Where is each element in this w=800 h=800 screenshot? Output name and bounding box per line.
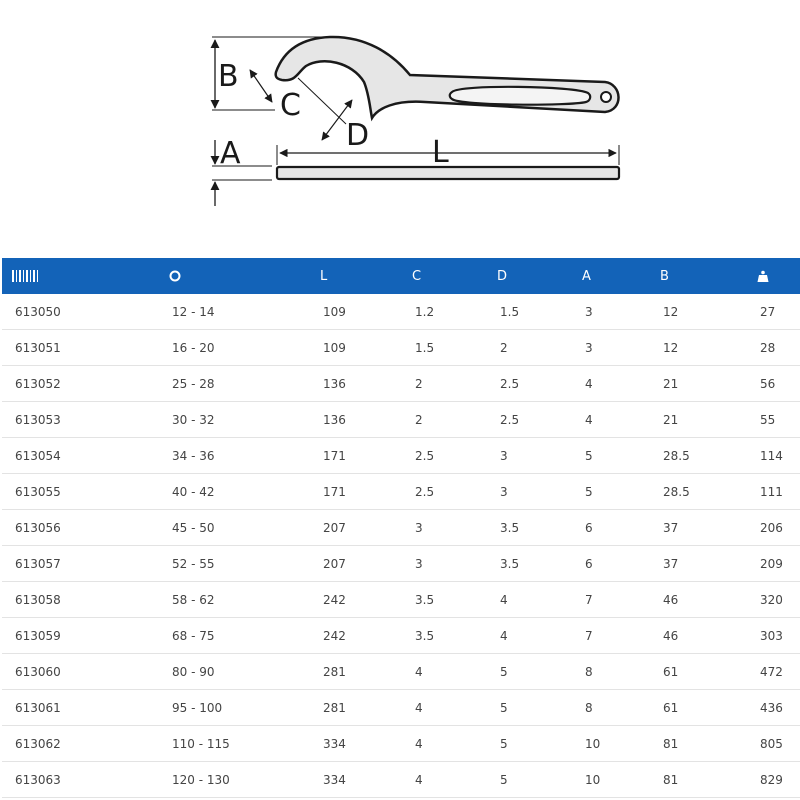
cell-c: 3 <box>402 510 487 546</box>
cell-d: 2.5 <box>487 402 572 438</box>
spec-table <box>2 258 800 798</box>
cell-a: 3 <box>572 294 650 330</box>
cell-a: 5 <box>572 438 650 474</box>
cell-range: 45 - 50 <box>159 510 310 546</box>
cell-a: 8 <box>572 690 650 726</box>
cell-a: 10 <box>572 726 650 762</box>
cell-b: 81 <box>650 762 747 798</box>
cell-c: 3.5 <box>402 582 487 618</box>
cell-range: 120 - 130 <box>159 762 310 798</box>
cell-length-l: 171 <box>310 438 402 474</box>
cell-a: 6 <box>572 546 650 582</box>
cell-a: 6 <box>572 510 650 546</box>
cell-article-number: 613062 <box>2 726 159 762</box>
cell-a: 3 <box>572 330 650 366</box>
table-row <box>2 474 800 510</box>
cell-b: 28.5 <box>650 474 747 510</box>
cell-c: 3.5 <box>402 618 487 654</box>
cell-a: 4 <box>572 366 650 402</box>
cell-d: 2.5 <box>487 366 572 402</box>
cell-length-l: 136 <box>310 366 402 402</box>
header-d: D <box>497 268 508 284</box>
cell-d: 3 <box>487 438 572 474</box>
header-l: L <box>320 268 328 284</box>
cell-c: 1.2 <box>402 294 487 330</box>
cell-b: 37 <box>650 546 747 582</box>
cell-b: 46 <box>650 582 747 618</box>
cell-weight: 209 <box>747 546 800 582</box>
spec-table-body <box>2 294 800 798</box>
cell-a: 5 <box>572 474 650 510</box>
cell-d: 3 <box>487 474 572 510</box>
cell-c: 2.5 <box>402 438 487 474</box>
cell-c: 4 <box>402 762 487 798</box>
weight-icon <box>757 270 800 282</box>
header-a: A <box>582 268 591 284</box>
cell-length-l: 109 <box>310 330 402 366</box>
table-row <box>2 762 800 798</box>
header-article-number <box>2 258 159 294</box>
cell-c: 2 <box>402 402 487 438</box>
cell-article-number: 613050 <box>2 294 159 330</box>
cell-b: 61 <box>650 690 747 726</box>
cell-weight: 27 <box>747 294 800 330</box>
cell-weight: 56 <box>747 366 800 402</box>
cell-c: 4 <box>402 726 487 762</box>
hook-wrench-diagram <box>0 0 800 258</box>
cell-article-number: 613056 <box>2 510 159 546</box>
cell-article-number: 613052 <box>2 366 159 402</box>
cell-weight: 472 <box>747 654 800 690</box>
cell-b: 61 <box>650 654 747 690</box>
cell-length-l: 207 <box>310 510 402 546</box>
dim-label-l: L <box>432 135 449 170</box>
cell-article-number: 613053 <box>2 402 159 438</box>
cell-a: 7 <box>572 582 650 618</box>
cell-b: 46 <box>650 618 747 654</box>
table-row <box>2 654 800 690</box>
cell-weight: 114 <box>747 438 800 474</box>
cell-length-l: 334 <box>310 762 402 798</box>
header-c: C <box>412 268 422 284</box>
cell-c: 2 <box>402 366 487 402</box>
cell-b: 28.5 <box>650 438 747 474</box>
cell-weight: 436 <box>747 690 800 726</box>
cell-a: 10 <box>572 762 650 798</box>
table-row <box>2 294 800 330</box>
circle-ring-icon <box>169 270 310 282</box>
handle-slot <box>450 87 590 105</box>
cell-range: 95 - 100 <box>159 690 310 726</box>
cell-d: 3.5 <box>487 510 572 546</box>
cell-length-l: 281 <box>310 654 402 690</box>
header-b: B <box>660 268 669 284</box>
dim-label-c: C <box>280 88 301 123</box>
cell-weight: 303 <box>747 618 800 654</box>
header-range <box>159 258 310 294</box>
cell-range: 68 - 75 <box>159 618 310 654</box>
cell-length-l: 136 <box>310 402 402 438</box>
cell-a: 4 <box>572 402 650 438</box>
dim-label-a: A <box>220 136 241 171</box>
table-row <box>2 546 800 582</box>
table-row <box>2 510 800 546</box>
cell-d: 2 <box>487 330 572 366</box>
cell-b: 81 <box>650 726 747 762</box>
cell-weight: 55 <box>747 402 800 438</box>
table-row <box>2 690 800 726</box>
cell-d: 3.5 <box>487 546 572 582</box>
cell-weight: 206 <box>747 510 800 546</box>
cell-b: 12 <box>650 330 747 366</box>
cell-b: 12 <box>650 294 747 330</box>
cell-weight: 28 <box>747 330 800 366</box>
header-weight <box>747 258 800 294</box>
cell-range: 40 - 42 <box>159 474 310 510</box>
cell-range: 25 - 28 <box>159 366 310 402</box>
tool-drawing <box>0 0 800 258</box>
table-row <box>2 330 800 366</box>
cell-c: 4 <box>402 690 487 726</box>
cell-weight: 805 <box>747 726 800 762</box>
table-row <box>2 726 800 762</box>
cell-a: 8 <box>572 654 650 690</box>
cell-article-number: 613060 <box>2 654 159 690</box>
table-row <box>2 618 800 654</box>
cell-length-l: 242 <box>310 582 402 618</box>
cell-d: 5 <box>487 762 572 798</box>
cell-weight: 829 <box>747 762 800 798</box>
table-row <box>2 582 800 618</box>
table-row <box>2 366 800 402</box>
cell-article-number: 613058 <box>2 582 159 618</box>
cell-b: 21 <box>650 366 747 402</box>
cell-b: 37 <box>650 510 747 546</box>
cell-range: 58 - 62 <box>159 582 310 618</box>
barcode-icon <box>12 270 159 282</box>
cell-d: 4 <box>487 618 572 654</box>
cell-article-number: 613061 <box>2 690 159 726</box>
cell-c: 1.5 <box>402 330 487 366</box>
cell-range: 52 - 55 <box>159 546 310 582</box>
cell-d: 1.5 <box>487 294 572 330</box>
dim-label-b: B <box>218 59 239 94</box>
table-row <box>2 438 800 474</box>
cell-length-l: 109 <box>310 294 402 330</box>
cell-d: 5 <box>487 654 572 690</box>
cell-range: 80 - 90 <box>159 654 310 690</box>
spec-table-header <box>2 258 800 294</box>
cell-length-l: 207 <box>310 546 402 582</box>
cell-d: 5 <box>487 690 572 726</box>
cell-d: 5 <box>487 726 572 762</box>
cell-length-l: 171 <box>310 474 402 510</box>
cell-c: 2.5 <box>402 474 487 510</box>
dim-label-d: D <box>346 118 370 153</box>
cell-a: 7 <box>572 618 650 654</box>
cell-length-l: 334 <box>310 726 402 762</box>
cell-b: 21 <box>650 402 747 438</box>
cell-weight: 111 <box>747 474 800 510</box>
cell-article-number: 613063 <box>2 762 159 798</box>
cell-range: 34 - 36 <box>159 438 310 474</box>
cell-article-number: 613051 <box>2 330 159 366</box>
cell-article-number: 613054 <box>2 438 159 474</box>
hanging-hole <box>601 92 611 102</box>
cell-length-l: 281 <box>310 690 402 726</box>
cell-article-number: 613057 <box>2 546 159 582</box>
cell-range: 110 - 115 <box>159 726 310 762</box>
cell-article-number: 613055 <box>2 474 159 510</box>
cell-c: 4 <box>402 654 487 690</box>
cell-d: 4 <box>487 582 572 618</box>
cell-range: 16 - 20 <box>159 330 310 366</box>
cell-length-l: 242 <box>310 618 402 654</box>
cell-article-number: 613059 <box>2 618 159 654</box>
cell-c: 3 <box>402 546 487 582</box>
cell-weight: 320 <box>747 582 800 618</box>
cell-range: 12 - 14 <box>159 294 310 330</box>
table-row <box>2 402 800 438</box>
cell-range: 30 - 32 <box>159 402 310 438</box>
